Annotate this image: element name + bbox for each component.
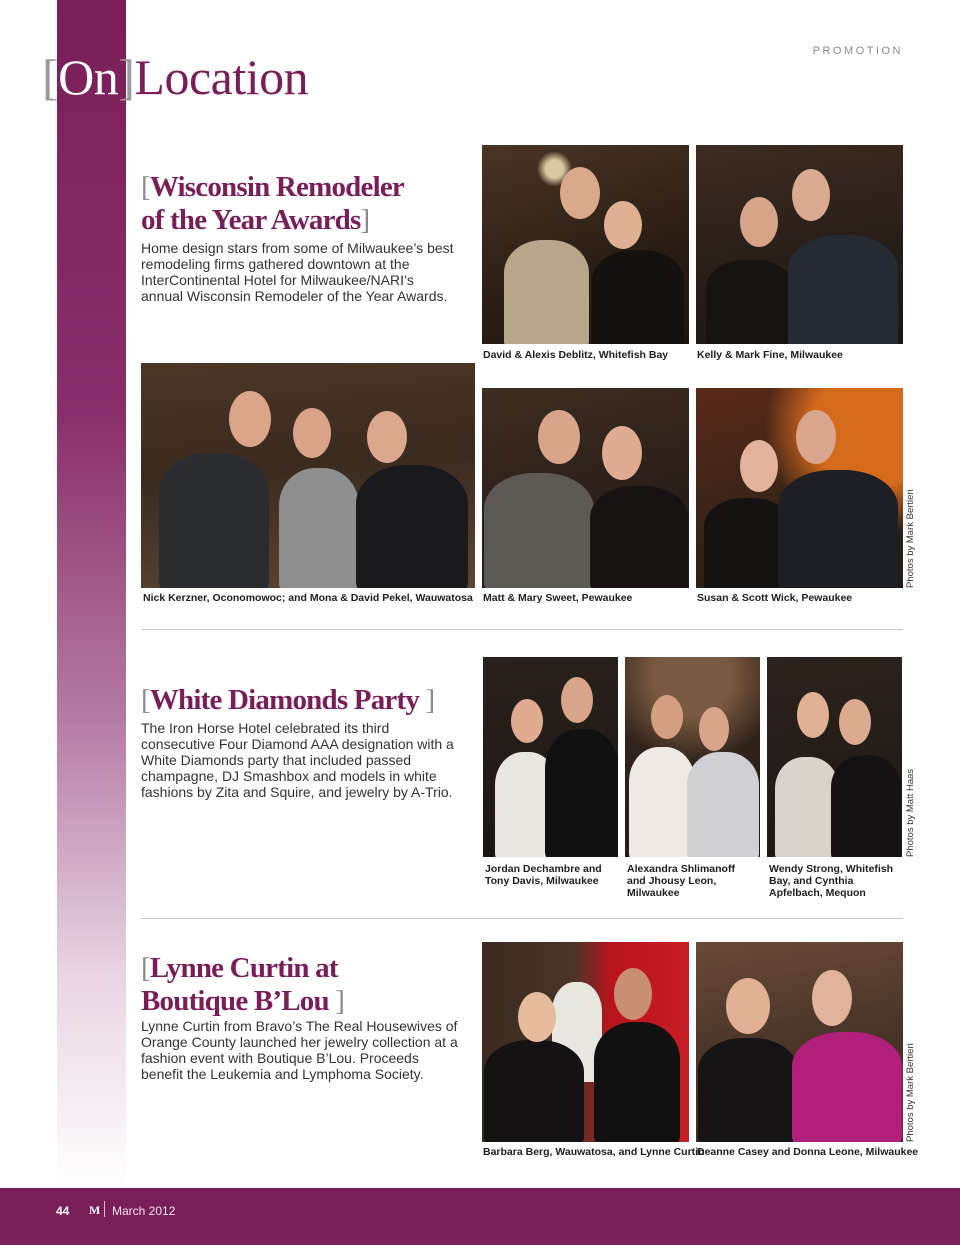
caption-kerzner-pekel: Nick Kerzner, Oconomowoc; and Mona & David Pekel, Wauwatosa [143, 592, 473, 604]
section-text-remodeler: Home design stars from some of Milwaukee’s best remodeling firms gathered downtown at the InterContinental Hotel for Milwaukee/NARI’s annual Wisconsin Remodeler of the Year Awards. [141, 240, 454, 304]
section-text-white-diamonds: The Iron Horse Hotel celebrated its third consecutive Four Diamond AAA designation with a White Diamonds party that included passed champagne, DJ Smashbox and models in white fashions by Zita and Squire, and jewelry by A-Trio. [141, 720, 454, 800]
caption-sweet: Matt & Mary Sweet, Pewaukee [483, 592, 633, 604]
caption-casey-leone: Deanne Casey and Donna Leone, Milwaukee [697, 1146, 919, 1158]
section-title-white-diamonds: [White Diamonds Party ] [141, 684, 435, 716]
magazine-logo: M [89, 1203, 101, 1217]
photo-berg-curtin [482, 942, 689, 1142]
section-title-lynne-curtin: [Lynne Curtin at Boutique B’Lou ] [141, 952, 345, 1017]
photo-casey-leone [696, 942, 903, 1142]
page-footer [0, 1188, 960, 1245]
promotion-label: PROMOTION [812, 45, 903, 57]
page-number: 44 [56, 1204, 70, 1218]
section-text-lynne-curtin: Lynne Curtin from Bravo’s The Real Housewives of Orange County launched her jewelry collection at a fashion event with Boutique B’Lou. Proceeds benefit the Leukemia and Lymphoma Society. [141, 1018, 458, 1082]
page-masthead: [On]Location [42, 49, 309, 105]
photo-credit-lynne-curtin: Photos by Mark Bertieri [905, 1043, 916, 1142]
caption-shlimanoff-leon: Alexandra Shlimanoff and Jhousy Leon, Milwaukee [627, 863, 735, 899]
photo-dechambre-davis [483, 657, 618, 857]
section-divider [141, 629, 903, 630]
caption-strong-apfelbach: Wendy Strong, Whitefish Bay, and Cynthia Apfelbach, Mequon [769, 863, 894, 899]
photo-credit-remodeler: Photos by Mark Bertieri [905, 489, 916, 588]
photo-fine [696, 145, 903, 344]
caption-dechambre-davis: Jordan Dechambre and Tony Davis, Milwaukee [485, 863, 602, 887]
caption-fine: Kelly & Mark Fine, Milwaukee [697, 349, 843, 361]
caption-deblitz: David & Alexis Deblitz, Whitefish Bay [483, 349, 669, 361]
section-divider [141, 918, 903, 919]
caption-wick: Susan & Scott Wick, Pewaukee [697, 592, 853, 604]
photo-credit-white-diamonds: Photos by Matt Haas [905, 768, 916, 857]
photo-strong-apfelbach [767, 657, 902, 857]
issue-date: March 2012 [112, 1204, 176, 1218]
photo-sweet [482, 388, 689, 588]
section-title-remodeler: [Wisconsin Remodeler of the Year Awards] [141, 171, 404, 236]
side-accent-bar [57, 0, 126, 1190]
photo-deblitz [482, 145, 689, 344]
caption-berg-curtin: Barbara Berg, Wauwatosa, and Lynne Curtin [483, 1146, 705, 1158]
photo-wick [696, 388, 903, 588]
photo-shlimanoff-leon [625, 657, 760, 857]
photo-kerzner-pekel [141, 363, 475, 588]
footer-divider [104, 1201, 105, 1217]
